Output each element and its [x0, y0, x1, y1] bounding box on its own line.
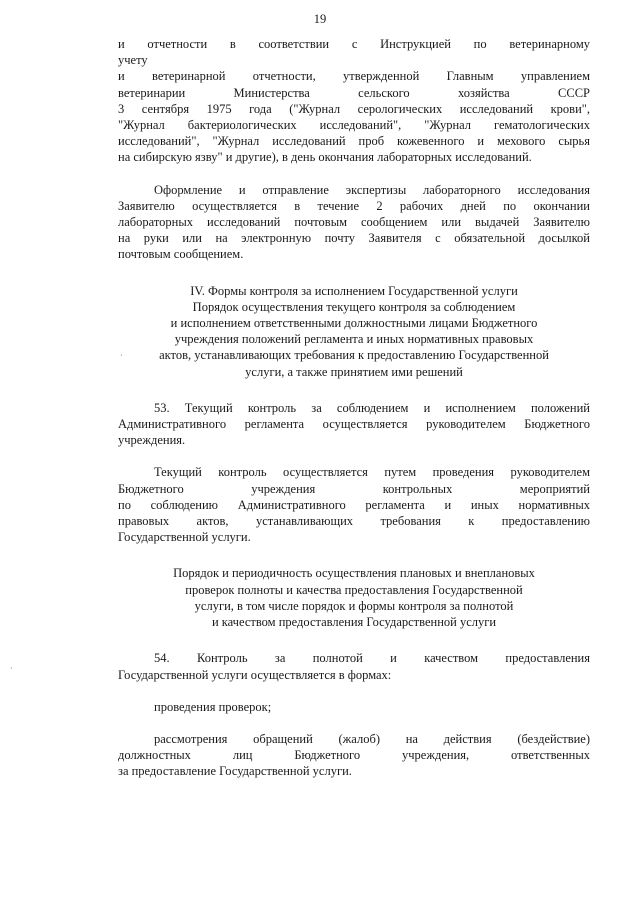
paragraph-journals [118, 36, 590, 166]
text-line: Государственной услуги. [118, 530, 251, 545]
text-line: по соблюдению Административного регламента и иных нормативных [118, 497, 590, 512]
scan-speck: · [120, 351, 123, 360]
paragraph-53 [118, 400, 590, 449]
text-line: почтовым сообщением. [118, 247, 244, 262]
text-line: исследований", "Журнал исследований проб кожевенного и мехового сырья [118, 134, 590, 149]
text-line: лабораторных исследований почтовым сообщением или выдачей Заявителю [118, 215, 590, 230]
paragraph-checks [118, 699, 590, 715]
text-line: проведения проверок; [154, 699, 272, 714]
heading-line: актов, устанавливающих требования к предоставлению Государственной [159, 348, 549, 363]
section-heading-control-forms [118, 283, 590, 380]
heading-line: Порядок осуществления текущего контроля за соблюдением [192, 299, 516, 314]
heading-line: и качеством предоставления Государственной услуги [211, 615, 497, 630]
text-line: "Журнал бактериологических исследований", "Журнал гематологических [118, 118, 590, 133]
heading-line: услуги, а также принятием ими решений [245, 364, 463, 379]
text-line: Заявителю осуществляется в течение 2 рабочих дней по окончании [118, 198, 590, 213]
text-line: Бюджетного учреждения контрольных мероприятий [118, 481, 590, 496]
text-line: Административного регламента осуществляется руководителем Бюджетного [118, 417, 590, 432]
text-line: на руки или на электронную почту Заявителя с обязательной досылкой [118, 231, 590, 246]
paragraph-appeals [118, 731, 590, 780]
document-body [118, 36, 590, 780]
text-line: 54. Контроль за полнотой и качеством предоставления [154, 651, 590, 666]
text-line: Текущий контроль осуществляется путем проведения руководителем [154, 465, 590, 480]
page-number: 19 [313, 12, 327, 26]
heading-line: учреждения положений регламента и иных нормативных правовых [174, 332, 534, 347]
text-line: ветеринарии Министерства сельского хозяйства СССР [118, 85, 590, 100]
paragraph-expertise-delivery [118, 182, 590, 263]
heading-line: Порядок и периодичность осуществления плановых и внеплановых [173, 566, 535, 581]
text-line: на сибирскую язву" и другие), в день окончания лабораторных исследований. [118, 150, 532, 165]
text-line: учреждения. [118, 433, 186, 448]
scan-speck: · [10, 664, 13, 673]
heading-line: и исполнением ответственными должностными лицами Бюджетного [170, 316, 538, 331]
subheading-inspections [118, 565, 590, 630]
text-line: Государственной услуги осуществляется в формах: [118, 667, 392, 682]
text-line: за предоставление Государственной услуги. [118, 764, 352, 779]
text-line: правовых актов, устанавливающих требования к предоставлению [118, 514, 590, 529]
text-line: должностных лиц Бюджетного учреждения, ответственных [118, 748, 590, 763]
text-line: и отчетности в соответствии с Инструкцией по ветеринарному [118, 37, 590, 51]
text-line: и ветеринарной отчетности, утвержденной Главным управлением [118, 69, 590, 84]
paragraph-54 [118, 650, 590, 682]
heading-line: проверок полноты и качества предоставления Государственной [185, 582, 523, 597]
text-line: 3 сентября 1975 года ("Журнал серологических исследований крови", [118, 101, 590, 116]
paragraph-current-control [118, 464, 590, 545]
heading-line: IV. Формы контроля за исполнением Государственной услуги [190, 283, 518, 298]
text-line: рассмотрения обращений (жалоб) на действия (бездействие) [154, 731, 590, 746]
text-line: учету [118, 53, 148, 68]
heading-line: услуги, в том числе порядок и формы контроля за полнотой [194, 598, 514, 613]
text-line: 53. Текущий контроль за соблюдением и исполнением положений [154, 400, 590, 415]
text-line: Оформление и отправление экспертизы лабораторного исследования [154, 182, 590, 197]
